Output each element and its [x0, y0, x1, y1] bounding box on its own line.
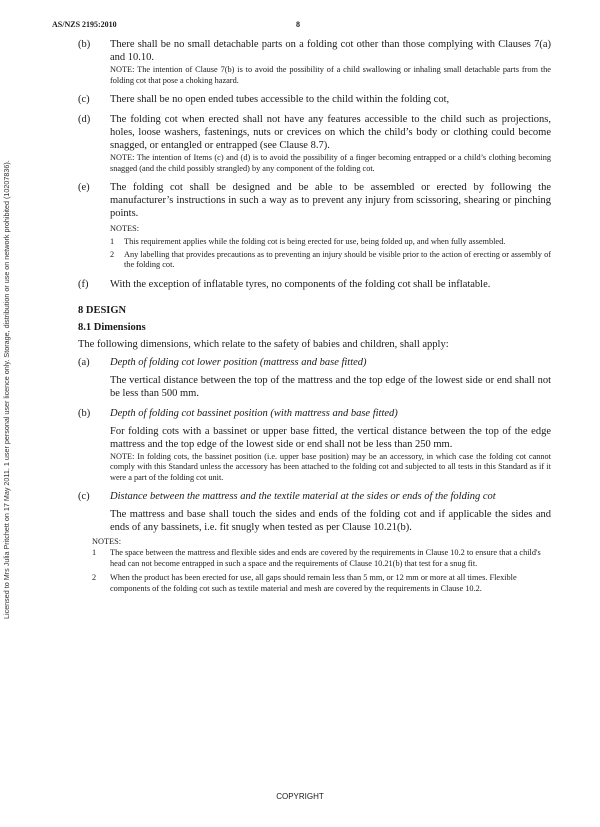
section-heading: 8 DESIGN: [78, 304, 127, 316]
item-text: For folding cots with a bassinet or upper base fitted, the vertical distance between the top of the edge mattress and the top edge of the lowest side or end shall not be less than 250 mm.: [110, 425, 551, 450]
item-text: The vertical distance between the top of the mattress and the top edge of the lowest side or end shall not be less than 500 mm.: [110, 374, 551, 399]
note-number: 2: [92, 573, 97, 582]
item-text: The folding cot when erected shall not have any features accessible to the child such as projections, holes, loose washers, fastenings, nuts or crevices on which the child’s body or clothing could become snagged, or entangled or entrapped (see Clause 8.7).: [110, 114, 551, 151]
note-text: Any labelling that provides precautions as to preventing an injury should be visible prior to the action of erecting or assembly of the folding cot.: [124, 249, 551, 269]
note-number: 2: [110, 249, 115, 259]
item-label: (b): [78, 407, 91, 419]
numbered-note: [110, 237, 551, 248]
item-note: NOTE: The intention of Items (c) and (d) is to avoid the possibility of a finger becoming entrapped or a child’s clothing becoming snagged (and the child possibly strangled) by any component of the folding cot.: [110, 153, 551, 173]
notes-heading: NOTES:: [110, 224, 140, 233]
item-label: (e): [78, 182, 90, 193]
licence-sidebar: Licensed to Mrs Julia Pritchett on 17 May 2011. 1 user personal user licence only. Storage, distribution or use on network prohibited (10207836).: [2, 160, 11, 620]
final-notes: [78, 537, 551, 594]
numbered-note: [92, 548, 551, 569]
numbered-note: [92, 573, 551, 594]
item-label: (b): [78, 39, 91, 50]
item-note: NOTE: The intention of Clause 7(b) is to avoid the possibility of a child swallowing or inhaling small detachable parts from the folding cot that pose a choking hazard.: [110, 65, 551, 85]
notes-heading: NOTES:: [92, 537, 122, 546]
note-text: This requirement applies while the folding cot is being erected for use, being folded up, and when fully assembled.: [124, 237, 506, 246]
item-note: NOTE: In folding cots, the bassinet position (i.e. upper base position) may be an accessory, in which case the folding cot cannot comply with this Standard unless the accessory has been attached to the folding cot and subjected to all tests in this Standard as if it were a part of the folding cot unit.: [110, 451, 551, 482]
item-text: There shall be no open ended tubes accessible to the child within the folding cot,: [110, 94, 450, 105]
page-number: 8: [296, 20, 300, 29]
dimension-item: [78, 490, 551, 534]
section-intro: The following dimensions, which relate to the safety of babies and children, shall apply:: [78, 338, 449, 350]
clause-item: [78, 278, 551, 291]
numbered-note: [110, 250, 551, 271]
standard-number: AS/NZS 2195:2010: [52, 20, 117, 29]
clause-item: [78, 38, 551, 86]
note-number: 1: [110, 237, 115, 246]
dimension-item: [78, 407, 551, 484]
item-label: (d): [78, 114, 91, 125]
item-text: There shall be no small detachable parts on a folding cot other than those complying with Clauses 7(a) and 10.10.: [110, 39, 551, 63]
item-label: (f): [78, 278, 89, 290]
item-label: (c): [78, 94, 90, 105]
clause-item: [78, 93, 551, 106]
copyright-footer: COPYRIGHT: [276, 792, 324, 801]
item-label: (c): [78, 491, 90, 502]
item-text: The folding cot shall be designed and be able to be assembled or erected by following the manufacturer’s instructions in such a way as to prevent any injury from scissoring, shearing or pinching points.: [110, 182, 551, 219]
subsection-heading: 8.1 Dimensions: [78, 321, 146, 333]
item-heading: Depth of folding cot lower position (mattress and base fitted): [110, 356, 367, 368]
note-text: When the product has been erected for use, all gaps should remain less than 5 mm, or 12 mm or more at all times. Flexible components of the folding cot such as textile material and mesh are covered by the requirements in Clause 10.2.: [110, 573, 517, 593]
item-heading: Distance between the mattress and the textile material at the sides or ends of the folding cot: [110, 491, 496, 502]
note-text: The space between the mattress and flexible sides and ends are covered by the requirements in Clause 10.2 to ensure that a child's head can not become entrapped in such a space and the requirements of Clause 10.21(b) that test for a snug fit.: [110, 548, 541, 568]
note-number: 1: [92, 548, 97, 557]
item-label: (a): [78, 356, 90, 368]
clause-item: [78, 113, 551, 174]
clause-item: [78, 181, 551, 271]
item-heading: Depth of folding cot bassinet position (with mattress and base fitted): [110, 407, 398, 419]
page-body: [78, 38, 551, 594]
item-text: The mattress and base shall touch the sides and ends of the folding cot and if applicable the sides and ends of any bassinets, i.e. fit snugly when tested as per Clause 10.21(b).: [110, 509, 551, 533]
dimension-item: [78, 356, 551, 400]
item-text: With the exception of inflatable tyres, no components of the folding cot shall be inflatable.: [110, 278, 491, 290]
